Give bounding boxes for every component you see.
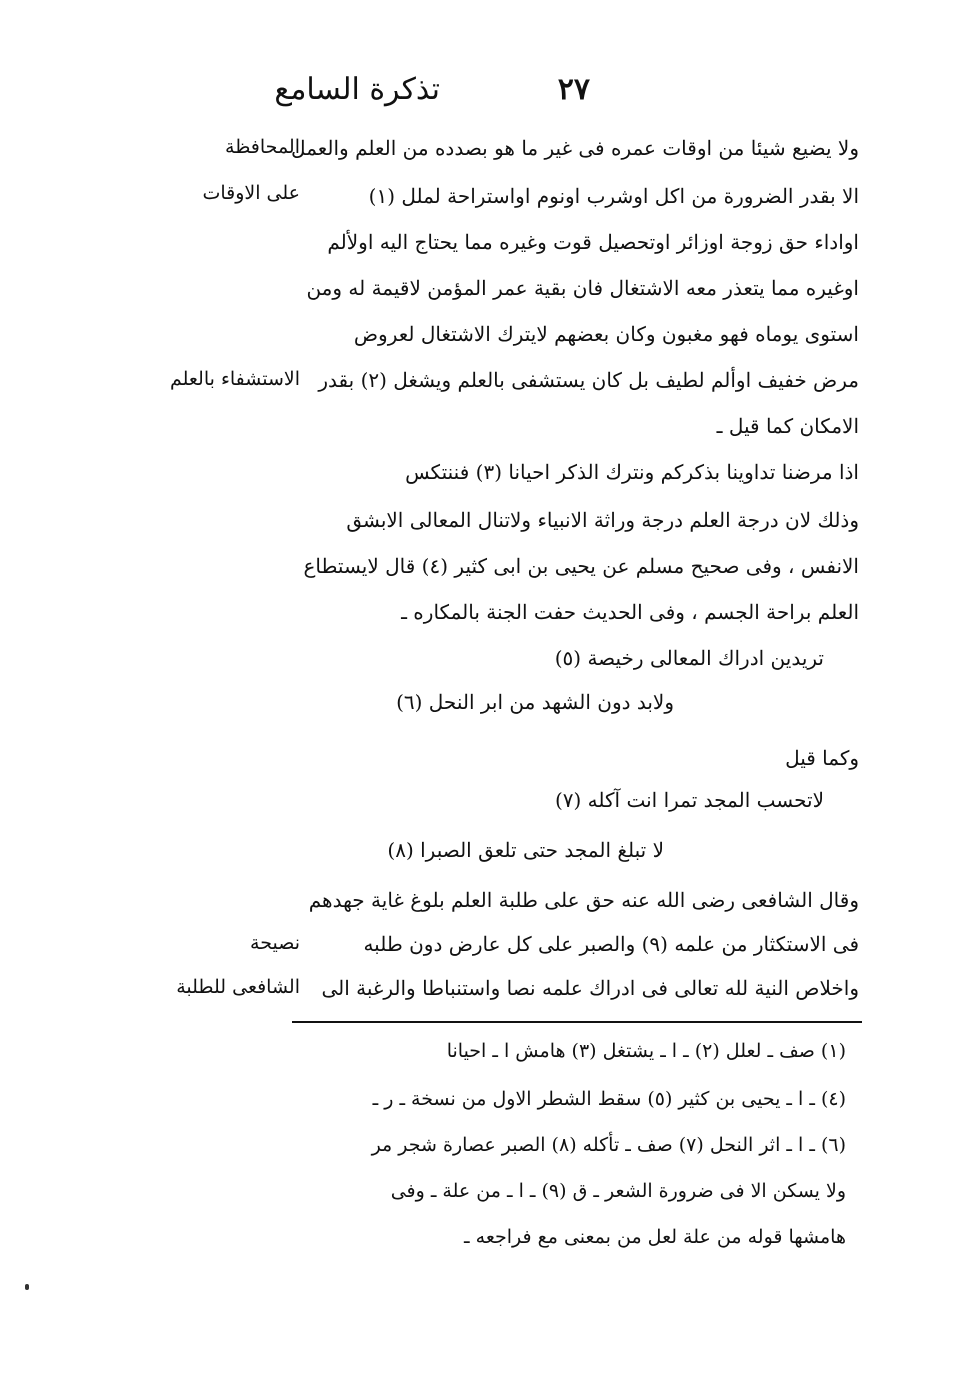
page-header: [270, 66, 650, 126]
margin-note: على الاوقات: [202, 182, 300, 204]
page-number: ٢٧: [557, 72, 590, 107]
body-line: اواداء حق زوجة اوزائر اوتحصيل قوت وغيره مما يحتاج اليه اولألم: [327, 230, 859, 254]
body-line: واخلاص النية لله تعالى فى ادراك علمه نصا واستنباطا والرغبة الى: [321, 976, 859, 1000]
verse-line: لاتحسب المجد تمرا انت آكله (٧): [554, 788, 824, 812]
book-title: تذكرة السامع: [274, 72, 440, 107]
footnote-line: (١) صف ـ لعلل (٢) ـ ا ـ يشتغل (٣) هامش ا ـ احيانا: [446, 1040, 846, 1062]
body-line: وقال الشافعى رضى الله عنه حق على طلبة العلم بلوغ غاية جهدهم: [308, 888, 859, 912]
body-line: مرض خفيف اوألم لطيف بل كان يستشفى بالعلم ويشغل (٢) بقدر: [318, 368, 859, 392]
body-line: ولا يضيع شيئا من اوقات عمره فى غير ما هو بصدده من العلم والعمل: [291, 136, 859, 160]
body-line: الامكان كما قيل ـ: [716, 414, 859, 438]
margin-note: الشافعى للطلبة: [176, 976, 300, 998]
verse-intro: وكما قيل: [785, 746, 859, 770]
margin-note: الاستشفاء بالعلم: [169, 368, 300, 390]
body-line: استوى يوماه فهو مغبون وكان بعضهم لايترك الاشتغال لعروض: [353, 322, 859, 346]
body-line: وذلك لان درجة العلم درجة وراثة الانبياء ولاتنال المعالى الابشق: [346, 508, 859, 532]
verse-line: ولابد دون الشهد من ابر النحل (٦): [396, 690, 674, 714]
margin-note: نصيحة: [250, 932, 300, 954]
scan-speck: [25, 1284, 29, 1290]
body-line: اذا مرضنا تداوينا بذكركم ونترك الذكر احيانا (٣) فننتكس: [405, 460, 859, 484]
footnote-line: (٤) ـ ا ـ يحيى بن كثير (٥) سقط الشطر الاول من نسخة ـ ر ـ: [372, 1088, 846, 1110]
body-line: الا بقدر الضرورة من اكل اوشرب اونوم اواستراحة لملل (١): [368, 184, 859, 208]
body-line: الانفس ، وفى صحيح مسلم عن يحيى بن ابى كثير (٤) قال لايستطاع: [303, 554, 859, 578]
body-line: العلم براحة الجسم ، وفى الحديث حفت الجنة بالمكاره ـ: [401, 600, 859, 624]
margin-note: المحافظة: [225, 136, 300, 158]
footnote-line: هامشها قوله من علة لعل من بمعنى مع فراجعه ـ: [464, 1226, 846, 1248]
footnote-line: (٦) ـ ا ـ اثر النحل (٧) صف ـ تأكله (٨) الصبر عصارة شجر مر: [371, 1134, 846, 1156]
body-line: اوغيره مما يتعذر معه الاشتغال فان بقية عمر المؤمن لاقيمة له ومن: [306, 276, 859, 300]
footnote-separator: [292, 1021, 862, 1023]
body-line: فى الاستكثار من علمه (٩) والصبر على كل عارض دون طلبه: [363, 932, 859, 956]
verse-line: لا تبلغ المجد حتى تلعق الصبرا (٨): [387, 838, 664, 862]
verse-line: تريدين ادراك المعالى رخيصة (٥): [554, 646, 824, 670]
footnote-line: ولا يسكن الا فى ضرورة الشعر ـ ق (٩) ـ ا ـ من علة ـ وفى: [390, 1180, 846, 1202]
